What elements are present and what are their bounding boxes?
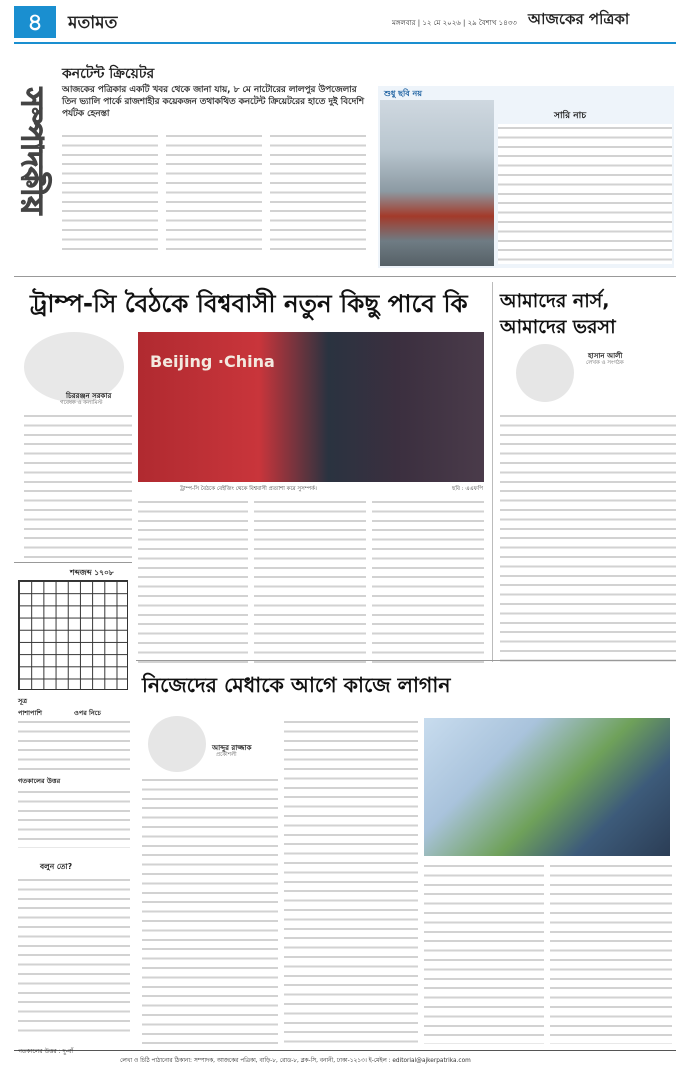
editorial-lead: আজকের পত্রিকার একটি খবর থেকে জানা যায়, ৮ মে নাটোরের লালপুর উপজেলার তিন ভ্যালি পার্কে রাজশাহীর কয়েকজন তথাকথিত কনটেন্ট ক্রিয়েটরের হাতে দুই বিদেশি পর্যটক হেনস্তা [62,85,364,119]
crossword-across: পাশাপাশি [18,709,43,717]
editorial-banner [16,88,56,250]
crossword-down: ওপর নিচে [74,709,101,717]
article-column-4 [372,498,484,666]
crossword-rule [14,562,132,563]
crossword-solution-label: গতকালের উত্তর [18,777,61,785]
editorial-column-3 [270,132,366,252]
crossword-clue-label: সূত্র [18,697,28,705]
editorial-column-1 [62,132,158,252]
crossword-clues [18,718,130,770]
header-rule [14,42,676,44]
nurse-headline: আমাদের নার্স, আমাদের ভরসা [500,290,616,338]
article-column-3 [254,498,366,666]
quiz-text [18,876,130,1036]
section-title: মতামত [68,13,118,33]
photo-caption: ট্রাম্প-সি বৈঠকে বেইজিং থেকে বিশ্ববাসী প্রত্যাশা করে সুসম্পর্ক। [180,486,317,492]
second-author-role: প্রকৌশলী [216,752,237,758]
article-column-1 [24,412,132,562]
second-column-2 [284,718,418,1044]
footer-rule [14,1050,676,1051]
photo-backdrop-text: Beijing ·China [150,352,275,371]
second-column-1 [142,776,278,1044]
crossword-solution [18,788,130,848]
editorial-banner-text: সম্পাদকীয় [14,88,49,215]
page-number: ৪ [14,6,56,38]
article-column-2 [138,498,248,666]
page-header [0,0,687,44]
crossword-title: শব্দজব্দ ১৭০৮ [70,568,114,577]
section-divider [14,276,676,277]
nurse-author-role: লেখক ও সংগঠক [586,360,624,366]
second-author-portrait [148,716,206,772]
photo-feature-tag: শুধু ছবি নয় [384,89,423,98]
lower-divider [136,660,676,661]
photo-credit: ছবি : এএফপি [452,486,484,492]
photo-feature-heading: সারি নাচ [554,111,587,121]
footer-address: লেখা ও চিঠি পাঠানোর ঠিকানা: সম্পাদক, আজকের পত্রিকা, বাড়ি-৮, রোড-৮, ব্লক-সি, বনানী, ঢাকা-১২১৩। ই-মেইল : editorial@ajkerpatrika.com [120,1058,471,1064]
crossword-grid [18,580,128,690]
photo-feature-text [498,124,672,264]
boat-race-photo [380,100,494,266]
author-name: চিররঞ্জন সরকার [66,392,112,400]
nurse-author-name: হাসান আলী [588,352,623,360]
nurse-article-text [500,412,676,662]
second-column-4 [550,862,672,1044]
editorial-title: কনটেন্ট ক্রিয়েটর [62,66,155,82]
second-author-name: আব্দুর রাজ্জাক [212,744,252,752]
second-headline: নিজেদের মেধাকে আগে কাজে লাগান [142,673,451,697]
editorial-column-2 [166,132,262,252]
masthead: আজকের পত্রিকা [528,10,630,28]
quiz-title: বলুন তো? [40,862,73,871]
second-column-3 [424,862,544,1044]
main-headline: ট্রাম্প-সি বৈঠকে বিশ্ববাসী নতুন কিছু পাবে কি [30,289,468,318]
issue-date: মঙ্গলবার | ১২ মে ২০২৬ | ২৯ বৈশাখ ১৪৩৩ [392,19,517,27]
column-divider [492,282,493,662]
solar-illustration [424,718,670,856]
author-role: গবেষক ও কলামিস্ট [60,400,103,406]
footer-left-note: গতকালের উত্তর : দু-বাঁ [18,1048,73,1055]
nurse-author-portrait [516,344,574,402]
